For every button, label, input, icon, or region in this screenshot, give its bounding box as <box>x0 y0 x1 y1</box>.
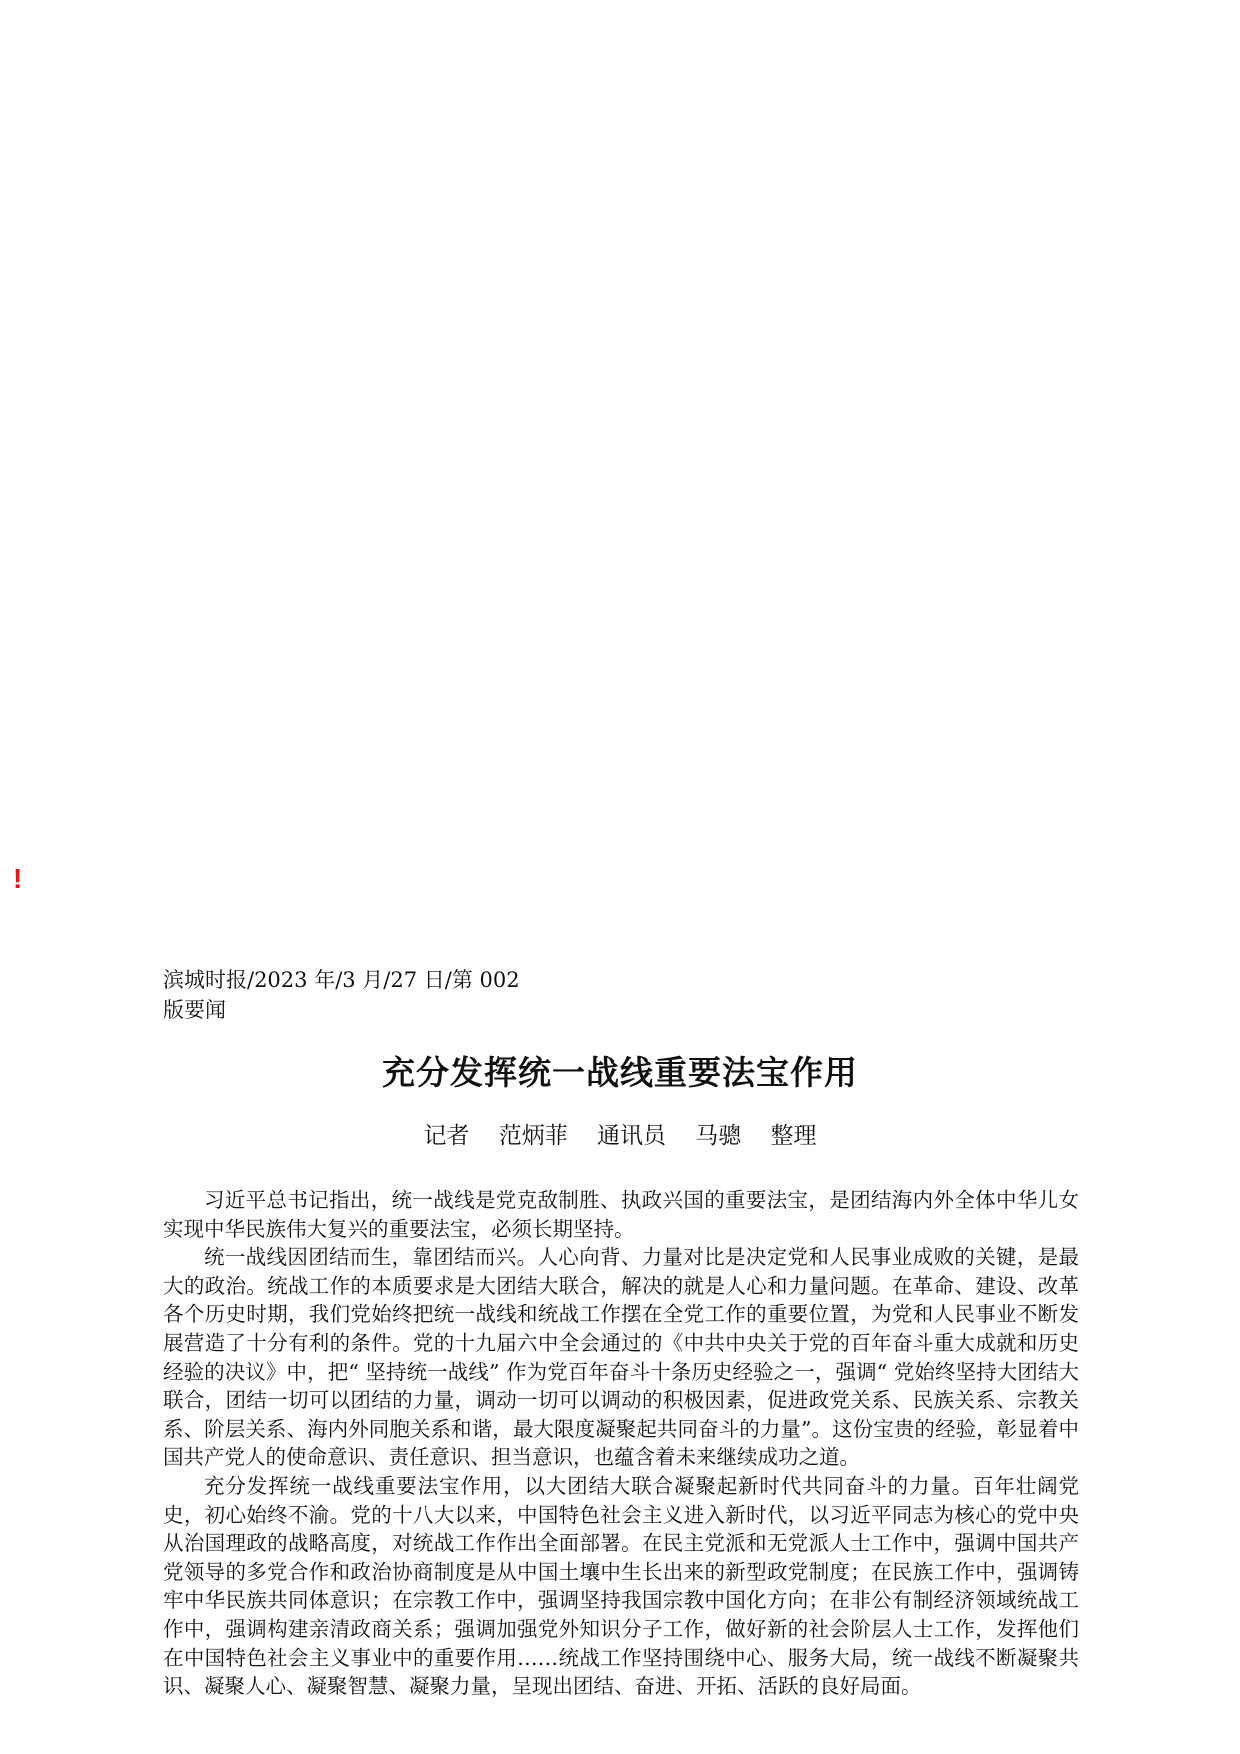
paragraph-2: 统一战线因团结而生，靠团结而兴。人心向背、力量对比是决定党和人民事业成败的关键，是最大的政治。统战工作的本质要求是大团结大联合，解决的就是人心和力量问题。在革命、建设、改革各个历史时期，我们党始终把统一战线和统战工作摆在全党工作的重要位置，为党和人民事业不断发展营造了十分有利的条件。党的十九届六中全会通过的《中共中央关于党的百年奋斗重大成就和历史经验的决议》中，把“ 坚持统一战线” 作为党百年奋斗十条历史经验之一，强调“ 党始终坚持大团结大联合，团结一切可以团结的力量，调动一切可以调动的积极因素，促进政党关系、民族关系、宗教关系、阶层关系、海内外同胞关系和谐，最大限度凝聚起共同奋斗的力量”。这份宝贵的经验，彰显着中国共产党人的使命意识、责任意识、担当意识，也蕴含着未来继续成功之道。 <box>163 1245 1079 1470</box>
paragraph-3: 充分发挥统一战线重要法宝作用，以大团结大联合凝聚起新时代共同奋斗的力量。百年壮阔党史，初心始终不渝。党的十八大以来，中国特色社会主义进入新时代，以习近平同志为核心的党中央从治国理政的战略高度，对统战工作作出全面部署。在民主党派和无党派人士工作中，强调中国共产党领导的多党合作和政治协商制度是从中国土壤中生长出来的新型政党制度；在民族工作中，强调铸牢中华民族共同体意识；在宗教工作中，强调坚持我国宗教中国化方向；在非公有制经济领域统战工作中，强调构建亲清政商关系；强调加强党外知识分子工作，做好新的社会阶层人士工作，发挥他们在中国特色社会主义事业中的重要作用……统战工作坚持围绕中心、服务大局，统一战线不断凝聚共识、凝聚人心、凝聚智慧、凝聚力量，呈现出团结、奋进、开拓、活跃的良好局面。 <box>163 1473 1079 1699</box>
article-byline: 记者 范炳菲 通讯员 马骢 整理 <box>423 1123 817 1149</box>
source-line-2: 版要闻 <box>163 998 226 1022</box>
alert-mark: ! <box>13 863 23 894</box>
article-body <box>163 1186 1079 1701</box>
paragraph-1: 习近平总书记指出，统一战线是党克敌制胜、执政兴国的重要法宝，是团结海内外全体中华儿女实现中华民族伟大复兴的重要法宝，必须长期坚持。 <box>163 1188 1079 1241</box>
source-line-1: 滨城时报/2023 年/3 月/27 日/第 002 <box>163 968 520 992</box>
article-headline: 充分发挥统一战线重要法宝作用 <box>382 1053 858 1092</box>
source-line <box>163 965 683 1025</box>
